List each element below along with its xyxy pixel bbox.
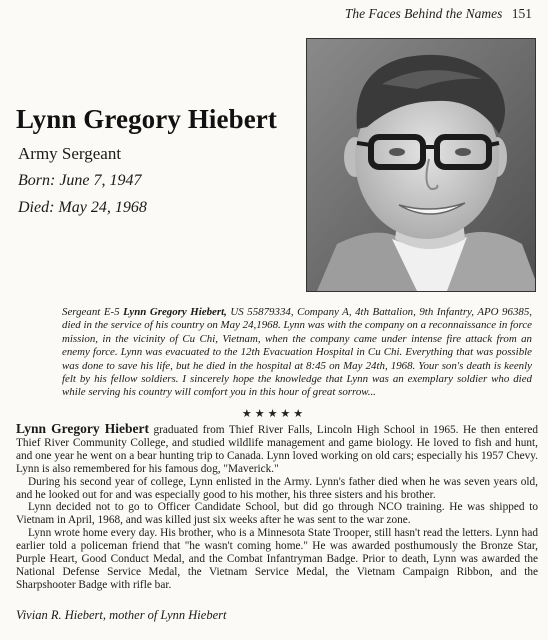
tribute-paragraph-1: graduated from Thief River Falls, Lincoln High School in 1965. He then entered Thief River Community College, and studied wildlife management and game biology. He loved to fish and hunt, and one year he went on a bear hunting trip to Canada. Lynn loved working on old cars; especially his 1957 Chevy. Lynn is also remembered for his famous dog, "Maverick.": [16, 424, 538, 475]
tribute-lead-name: Lynn Gregory Hiebert: [16, 421, 149, 436]
running-header: [345, 6, 532, 22]
tribute-paragraph: [16, 423, 538, 476]
person-name: Lynn Gregory Hiebert: [16, 104, 277, 134]
death-date: Died: May 24, 1968: [18, 199, 147, 216]
signature-line: Vivian R. Hiebert, mother of Lynn Hiebert: [16, 608, 227, 622]
star-divider: ★★★★★: [241, 408, 307, 420]
tribute-paragraph-2: During his second year of college, Lynn enlisted in the Army. Lynn's father died when he was seven years old, and he looked out for and was especially good to his mother, his three sisters and his brother.: [16, 475, 538, 501]
portrait-illustration: [307, 39, 535, 291]
birth-date: Born: June 7, 1947: [18, 172, 142, 189]
citation-text: US 55879334, Company A, 4th Battalion, 9th Infantry, APO 96385, died in the service of his country on May 24,1968. Lynn was with the company on a reconnaissance in force mission, in the vicinity of Cu Chi, Vietnam, when the company came under intense fire attack from an enemy force. Lynn was evacuated to the 12th Evacuation Hospital in Cu Chi. Everything that was possible was done to save his life, but he died in the hospital at 8:45 on May 24th, 1968. Your son's death is keenly felt by his fellow soldiers. I sincerely hope the knowledge that Lynn was an exemplary soldier who died while serving his country will comfort you in this hour of great sorrow...: [62, 306, 533, 399]
tribute-paragraph-4: Lynn wrote home every day. His brother, who is a Minnesota State Trooper, still hasn't read the letters. Lynn had earlier told a policeman friend that "he wasn't coming home." He was awarded posthumously the Bronze Star, Purple Heart, Good Conduct Medal, and the Combat Infantryman Badge. Prior to death, Lynn was awarded the National Defense Service Medal, the Vietnam Service Medal, the Vietnam Campaign Ribbon, and the Sharpshooter Badge with rifle bar.: [16, 527, 538, 591]
military-rank: Army Sergeant: [18, 144, 122, 163]
tribute-paragraph-3: Lynn decided not to go to Officer Candidate School, but did go through NCO training. He was shipped to Vietnam in April, 1968, and was killed just six weeks after he was sent to the war zone.: [16, 501, 538, 527]
portrait-photo: [306, 38, 536, 292]
military-citation: [62, 306, 532, 400]
citation-name: Lynn Gregory Hiebert,: [123, 306, 227, 318]
running-title: The Faces Behind the Names: [344, 6, 503, 21]
page-number: 151: [511, 6, 532, 21]
citation-prefix: Sergeant E-5: [62, 306, 124, 318]
tribute-text: [16, 423, 538, 592]
